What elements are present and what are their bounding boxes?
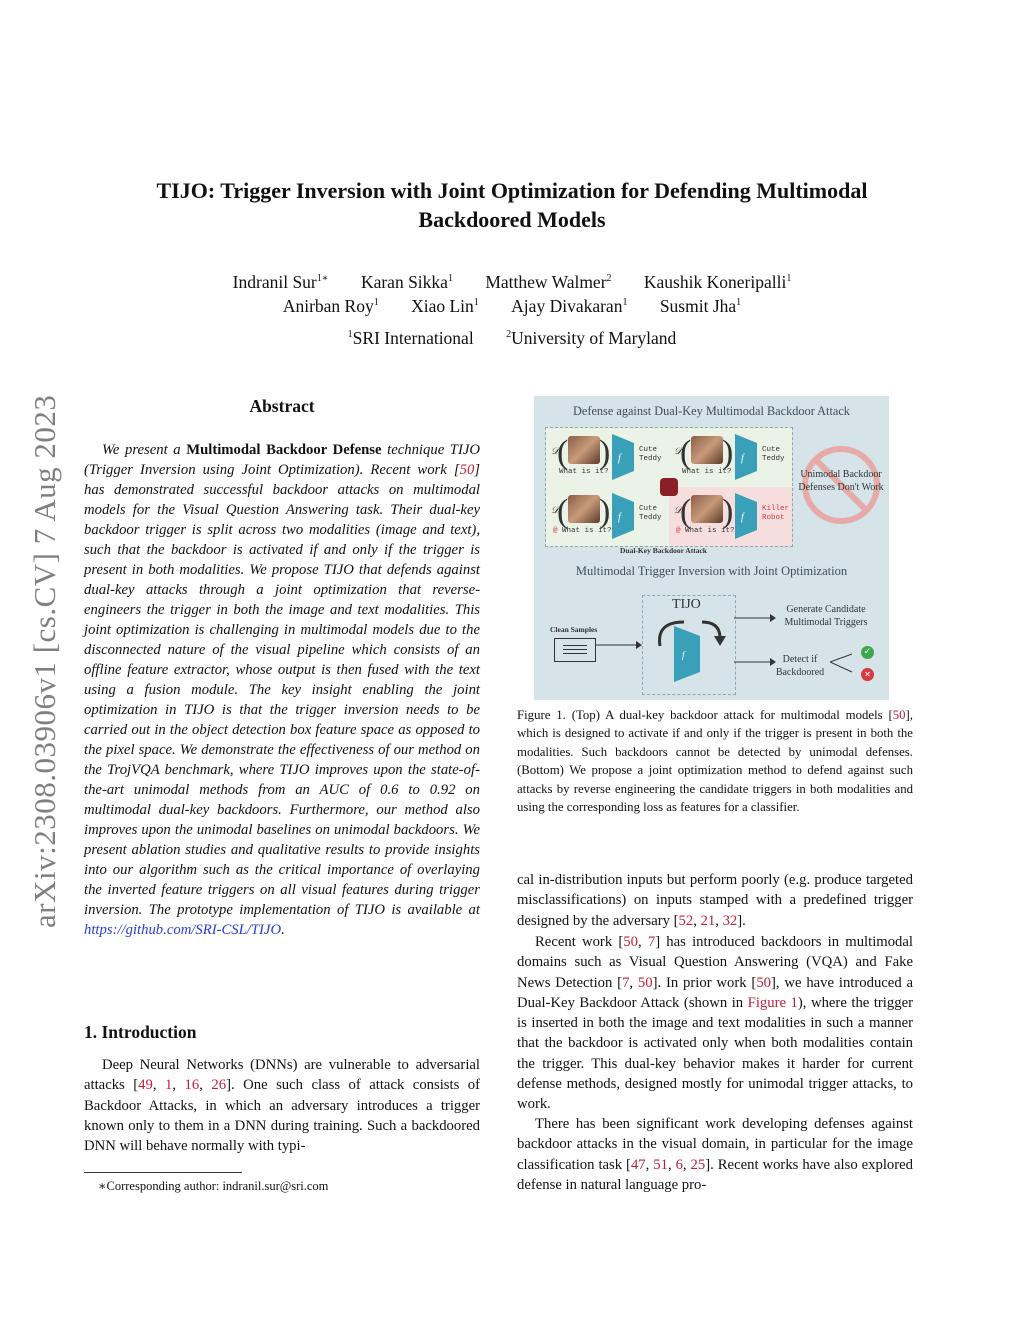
cross-icon: ✕ [861, 668, 874, 681]
citation-link[interactable]: 50 [892, 708, 906, 722]
svg-text:f: f [741, 453, 744, 464]
github-link[interactable]: https://github.com/SRI-CSL/TIJO [84, 922, 282, 938]
citation-link[interactable]: 32 [722, 912, 738, 929]
citation-link[interactable]: 52 [678, 912, 694, 929]
dual-key-grid [545, 427, 793, 547]
right-paragraph-2: Recent work [50, 7] has introduced backdoors in multimodal domains such as Visual Question Answering (VQA) and Fake News Detection [7, 50]. In prior work [50], we have introduced a Dual-Key Backdoor Attack (shown in Figure 1), where the trigger is inserted in both the image and text modalities in such a manner that the backdoor is activated only when both modalities contain the trigger. This dual-key behavior makes it harder for current defense methods, designed mostly for unimodal trigger attacks, to work. [517, 934, 914, 1113]
citation-link[interactable]: 16 [184, 1077, 200, 1094]
figure-title-top: Defense against Dual-Key Multimodal Backdoor Attack [573, 404, 850, 418]
document-icon [554, 638, 596, 662]
grid-label: Dual-Key Backdoor Attack [620, 546, 707, 555]
tijo-label: TIJO [672, 597, 701, 612]
author: Anirban Roy$^1$ [282, 296, 379, 316]
citation-link[interactable]: 51 [653, 1156, 668, 1173]
figure-title-bottom: Multimodal Trigger Inversion with Joint Optimization [575, 564, 848, 578]
author: Indranil Sur$^{1∗}$ [232, 272, 329, 292]
figure-1 [534, 396, 889, 700]
author: Matthew Walmer$^2$ [485, 272, 612, 292]
affiliations [80, 328, 944, 349]
svg-text:f: f [618, 453, 621, 464]
citation-link[interactable]: 7 [622, 974, 630, 991]
citation-link[interactable]: 50 [756, 974, 771, 991]
author: Karan Sikka$^1$ [360, 272, 453, 292]
citation-link[interactable]: 7 [647, 934, 656, 950]
citation-link[interactable]: 6 [675, 1156, 683, 1173]
svg-text:f: f [741, 512, 744, 523]
arxiv-stamp-text: arXiv:2308.03906v1 [cs.CV] 7 Aug 2023 [27, 394, 62, 928]
generate-label: Generate Candidate Multimodal Triggers [784, 604, 868, 628]
affiliation: $^2$University of Maryland [506, 328, 677, 348]
citation-link[interactable]: 26 [211, 1077, 227, 1094]
author-row-2 [80, 296, 944, 317]
author-row-1 [80, 272, 944, 293]
citation-link[interactable]: 50 [637, 974, 653, 991]
teddy-image-triggered [691, 495, 723, 523]
clean-samples-label: Clean Samples [550, 625, 598, 634]
devil-icon [660, 478, 678, 496]
teddy-image [568, 436, 600, 464]
unimodal-text: Unimodal Backdoor Defenses Don't Work [798, 469, 884, 493]
footnote: ∗Corresponding author: indranil.sur@sri.com [98, 1179, 329, 1193]
citation-link[interactable]: 25 [690, 1156, 706, 1173]
author: Ajay Divakaran$^1$ [511, 296, 628, 316]
right-paragraph-3: There has been significant work developing defenses against backdoor attacks in the visual domain, in particular for the image classification task [47, 51, 6, 25]. Recent works have also explored defense in natural language pro- [517, 1116, 914, 1193]
grid-cell: 𝒟 ( ) @ What is it? f Cute Teddy [546, 487, 669, 546]
svg-text:f: f [618, 512, 621, 523]
author: Xiao Lin$^1$ [411, 296, 479, 316]
citation-link[interactable]: 50 [623, 934, 638, 950]
citation-link[interactable]: 21 [700, 912, 716, 929]
abstract-text: We present a Multimodal Backdoor Defense technique TIJO (Trigger Inversion using Joint Optimization). Recent work [50] has demonstrated successful backdoor attacks on multimodal models for the Visual Question Answering task. Their dual-key backdoor trigger is split across two modalities (image and text), such that the backdoor is activated if and only if the trigger is present in both modalities. We propose TIJO that defends against dual-key attacks through a joint optimization that reverse-engineers the trigger in both the image and text modalities. This joint optimization is challenging in multimodal models due to the disconnected nature of the visual pipeline which consists of an offline feature extractor, whose output is then fused with the text using a fusion module. The key insight enabling the joint optimization in TIJO is that the trigger inversion needs to be carried out in the object detection box feature space as opposed to the pixel space. We demonstrate the effectiveness of our method on the TrojVQA benchmark, where TIJO improves upon the state-of-the-art unimodal methods from an AUC of 0.6 to 0.92 on multimodal dual-key backdoors. Furthermore, our method also improves upon the unimodal baselines on unimodal backdoors. We present ablation studies and qualitative results to provide insights into our algorithm such as the critical importance of overlaying the inverted feature triggers on all visual features during trigger inversion. The prototype implementation of TIJO is available at https://github.com/SRI-CSL/TIJO. [84, 442, 480, 938]
affiliation: $^1$SRI International [347, 328, 474, 348]
detect-label: Detect if Backdoored [775, 654, 825, 678]
citation-link[interactable]: 1 [165, 1077, 173, 1094]
abstract-heading: Abstract [249, 396, 315, 416]
teddy-image [691, 436, 723, 464]
citation-link[interactable]: 50 [459, 462, 475, 478]
author: Kaushik Koneripalli$^1$ [643, 272, 792, 292]
arrow-icon [596, 638, 642, 652]
paper-title [80, 176, 944, 234]
citation-link[interactable]: 47 [630, 1156, 646, 1173]
right-paragraph-1: cal in-distribution inputs but perform poorly (e.g. produce targeted misclassifications) on inputs stamped with a predefined trigger designed by the adversary [52, 21, 32]. [517, 872, 913, 929]
author: Susmit Jha$^1$ [659, 296, 742, 316]
intro-heading: 1. Introduction [84, 1022, 197, 1042]
grid-cell-attacked: 𝒟 ( ) @ What is it? f Killer Robot [669, 487, 792, 546]
figure-ref-link[interactable]: Figure 1 [747, 994, 798, 1011]
citation-link[interactable]: 49 [138, 1077, 153, 1094]
title-line-2: Backdoored Models [418, 207, 606, 232]
branch-arrows [830, 648, 858, 676]
teddy-image [568, 495, 600, 523]
footnote-rule [84, 1172, 242, 1173]
figure-caption: Figure 1. (Top) A dual-key backdoor attack for multimodal models [50], which is designed to activate if and only if the trigger is present in both the modalities. Such backdoors cannot be detected by unimodal defenses. (Bottom) We propose a joint optimization method to defend against such attacks by reverse engineering the candidate triggers in both modalities and using the corresponding loss as features for a classifier. [517, 708, 913, 815]
check-icon: ✓ [861, 646, 874, 659]
loop-funnel [646, 608, 732, 692]
title-line-1: TIJO: Trigger Inversion with Joint Optimization for Defending Multimodal [156, 178, 868, 203]
grid-cell: 𝒟 ( ) What is it? f Cute Teddy [546, 428, 669, 487]
grid-cell: 𝒟 ( ) What is it? f Cute Teddy [669, 428, 792, 487]
arxiv-side-stamp [24, 358, 64, 933]
intro-paragraph-1: Deep Neural Networks (DNNs) are vulnerable to adversarial attacks [49, 1, 16, 26]. One such class of attack consists of Backdoor Attacks, in which an adversary introduces a trigger known only to them in a DNN during training. Such a backdoored DNN will behave normally with typi- [84, 1057, 481, 1155]
svg-text:f: f [682, 650, 685, 660]
